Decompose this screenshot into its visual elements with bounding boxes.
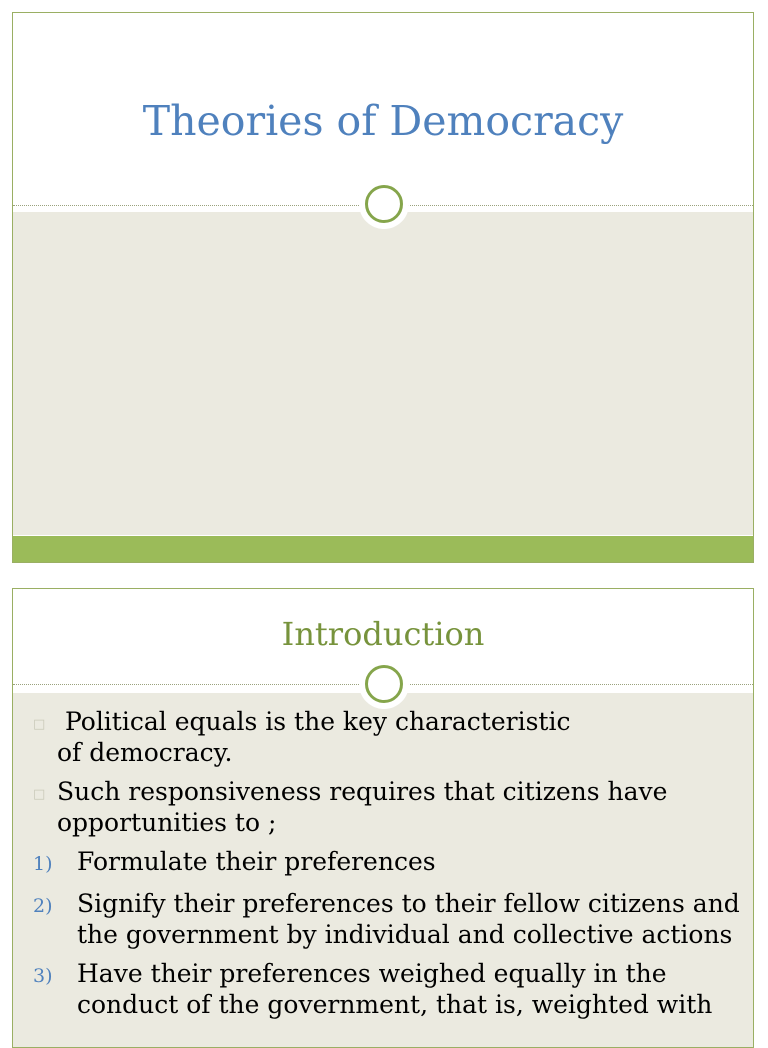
numbered-item — [33, 958, 741, 1020]
numbered-text: Signify their preferences to their fellow citizens and the government by individual and collective actions — [77, 889, 740, 949]
bullet-text: Political equals is the key characteristic of democracy. — [57, 707, 579, 767]
footer-bar — [13, 536, 753, 562]
slide-title: Introduction — [281, 615, 485, 653]
item-number: 3) — [33, 965, 53, 987]
slide-body — [13, 212, 753, 535]
numbered-item — [33, 888, 741, 950]
numbered-text: Formulate their preferences — [77, 847, 436, 876]
item-number: 2) — [33, 895, 53, 917]
slide-title: Theories of Democracy — [142, 97, 624, 145]
bullet-item — [33, 706, 741, 768]
bullet-item — [33, 776, 741, 838]
introduction-slide — [12, 588, 754, 1048]
circle-ornament-icon — [359, 179, 409, 229]
title-slide — [12, 12, 754, 563]
square-bullet-icon: □ — [33, 717, 46, 732]
bullet-text: Such responsiveness requires that citizens have opportunities to ; — [57, 777, 668, 837]
circle-ornament-icon — [359, 659, 409, 709]
square-bullet-icon: □ — [33, 787, 46, 802]
numbered-text: Have their preferences weighed equally in the conduct of the government, that is, weighted with — [77, 959, 713, 1019]
numbered-item — [33, 846, 741, 880]
slide-content — [33, 706, 741, 1028]
item-number: 1) — [33, 853, 53, 875]
